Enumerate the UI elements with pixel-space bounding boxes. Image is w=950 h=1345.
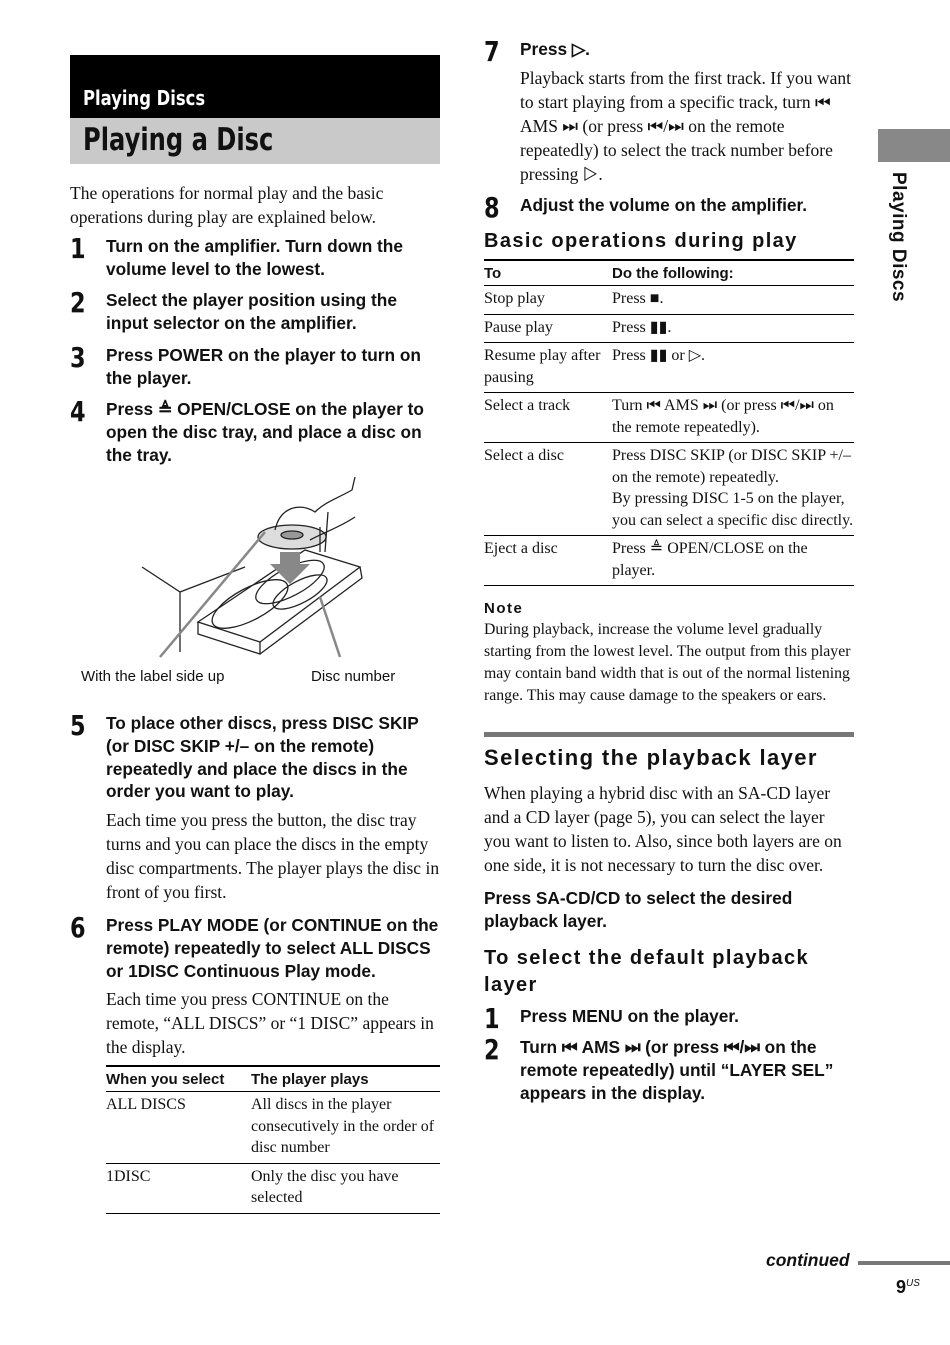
page-title-bar: [70, 118, 440, 164]
table-header-cell: To: [484, 260, 612, 286]
play-mode-table: [106, 1065, 440, 1214]
layer-step-2: [484, 1033, 854, 1104]
section-tab-marker: [878, 129, 950, 162]
step-number: 6: [70, 911, 86, 945]
table-cell: Press ■.: [612, 286, 854, 315]
step-number: 2: [484, 1033, 500, 1067]
table-row: [484, 443, 854, 536]
step-text: Press MENU on the player.: [520, 1005, 739, 1026]
table-cell: Stop play: [484, 286, 612, 315]
table-cell: Press DISC SKIP (or DISC SKIP +/– on the remote) repeatedly. By pressing DISC 1-5 on the player, you can select a specific disc directly.: [612, 443, 854, 536]
step-text: Press ▷.: [520, 39, 590, 59]
table-header-cell: The player plays: [251, 1066, 440, 1092]
table-row: [106, 1163, 440, 1213]
step-8: [484, 190, 854, 224]
note-body: During playback, increase the volume level gradually starting from the lowest level. The output from this player may contain band width that is out of the normal listening range. This may cause damage to the speakers or ears.: [484, 621, 851, 704]
section-divider: [484, 732, 854, 737]
table-row: [484, 536, 854, 586]
step-7: [484, 35, 854, 186]
section-tab-label: Playing Discs: [888, 172, 909, 303]
page-number: [896, 1277, 920, 1298]
table-cell: Only the disc you have selected: [251, 1163, 440, 1213]
step-body: Playback starts from the first track. If you want to start playing from a specific track, turn ⏮ AMS ⏭ (or press ⏮/⏭ on the remote repeatedly) to select the track number before pressing ▷.: [520, 67, 851, 184]
step-number: 7: [484, 35, 500, 68]
step-3: [70, 340, 440, 389]
step-text: Press PLAY MODE (or CONTINUE on the remote) repeatedly to select ALL DISCS or 1DISC Continuous Play mode.: [106, 915, 439, 981]
table-cell: Select a track: [484, 393, 612, 443]
step-number: 1: [70, 232, 86, 265]
table-row: [484, 393, 854, 443]
note-heading: Note: [484, 600, 524, 618]
section-title: Playing Discs: [83, 86, 206, 110]
basic-ops-table: [484, 259, 854, 586]
default-layer-heading: To select the default playback layer: [484, 946, 810, 996]
continued-label: continued: [766, 1250, 850, 1270]
table-cell: All discs in the player consecutively in the order of disc number: [251, 1092, 440, 1164]
table-cell: Press ≜ OPEN/CLOSE on the player.: [612, 536, 854, 586]
table-cell: Press ▮▮.: [612, 314, 854, 343]
step-text: Adjust the volume on the amplifier.: [520, 194, 808, 215]
section-header: [70, 55, 440, 118]
page-number-suffix: US: [906, 1278, 920, 1289]
right-column: [484, 35, 854, 1104]
step-text: Turn ⏮ AMS ⏭ (or press ⏮/⏭ on the remote repeatedly) until “LAYER SEL” appears in the display.: [520, 1037, 834, 1103]
step-1: [70, 232, 440, 280]
page-title: Playing a Disc: [83, 122, 274, 158]
disc-tray-drawing: [70, 472, 440, 687]
table-row: [484, 314, 854, 343]
table-cell: 1DISC: [106, 1163, 251, 1213]
step-text: To place other discs, press DISC SKIP (or DISC SKIP +/– on the remote) repeatedly and place the discs in the order you want to play.: [106, 713, 419, 802]
layer-instruction: Press SA-CD/CD to select the desired playback layer.: [484, 888, 793, 931]
continued-rule: [858, 1261, 950, 1265]
step-number: 3: [70, 340, 86, 374]
layer-body: When playing a hybrid disc with an SA-CD layer and a CD layer (page 5), you can select the layer you want to listen to. Also, since both layers are on one side, it is not necessary to turn the disc over.: [484, 783, 842, 876]
page-number-value: 9: [896, 1277, 907, 1297]
table-cell: Press ▮▮ or ▷.: [612, 343, 854, 393]
table-header-row: [106, 1066, 440, 1092]
left-column: [70, 55, 440, 1214]
table-cell: Select a disc: [484, 443, 612, 536]
disc-tray-illustration: [70, 472, 440, 712]
layer-heading: Selecting the playback layer: [484, 745, 818, 771]
intro-paragraph: The operations for normal play and the basic operations during play are explained below.: [70, 183, 384, 227]
step-body: Each time you press CONTINUE on the remote, “ALL DISCS” or “1 DISC” appears in the display.: [106, 989, 434, 1058]
step-4: [70, 395, 440, 466]
disc-number-caption: Disc number: [311, 668, 396, 686]
table-cell: Eject a disc: [484, 536, 612, 586]
step-text: Select the player position using the input selector on the amplifier.: [106, 290, 397, 334]
step-body: Each time you press the button, the disc tray turns and you can place the discs in the empty disc compartments. The player plays the disc in front of you first.: [106, 810, 440, 903]
table-header-cell: When you select: [106, 1066, 251, 1092]
step-number: 4: [70, 395, 86, 429]
step-number: 5: [70, 709, 86, 743]
table-row: [484, 286, 854, 315]
layer-step-1: [484, 1001, 854, 1035]
step-6: [70, 911, 440, 1059]
table-cell: Turn ⏮ AMS ⏭ (or press ⏮/⏭ on the remote repeatedly).: [612, 393, 854, 443]
table-cell: Resume play after pausing: [484, 343, 612, 393]
step-number: 8: [484, 190, 500, 224]
step-text: Press POWER on the player to turn on the player.: [106, 344, 421, 388]
step-text: Turn on the amplifier. Turn down the volume level to the lowest.: [106, 236, 403, 279]
basic-ops-heading: Basic operations during play: [484, 230, 798, 253]
table-row: [484, 343, 854, 393]
step-2: [70, 286, 440, 334]
step-text: Press ≜ OPEN/CLOSE on the player to open the disc tray, and place a disc on the tray.: [106, 399, 424, 465]
table-header-row: [484, 260, 854, 286]
table-header-cell: Do the following:: [612, 260, 854, 286]
table-cell: Pause play: [484, 314, 612, 343]
step-5: [70, 709, 440, 904]
step-number: 1: [484, 1001, 500, 1035]
table-row: [106, 1092, 440, 1164]
label-side-up-caption: With the label side up: [81, 668, 225, 686]
step-number: 2: [70, 286, 86, 320]
table-cell: ALL DISCS: [106, 1092, 251, 1164]
